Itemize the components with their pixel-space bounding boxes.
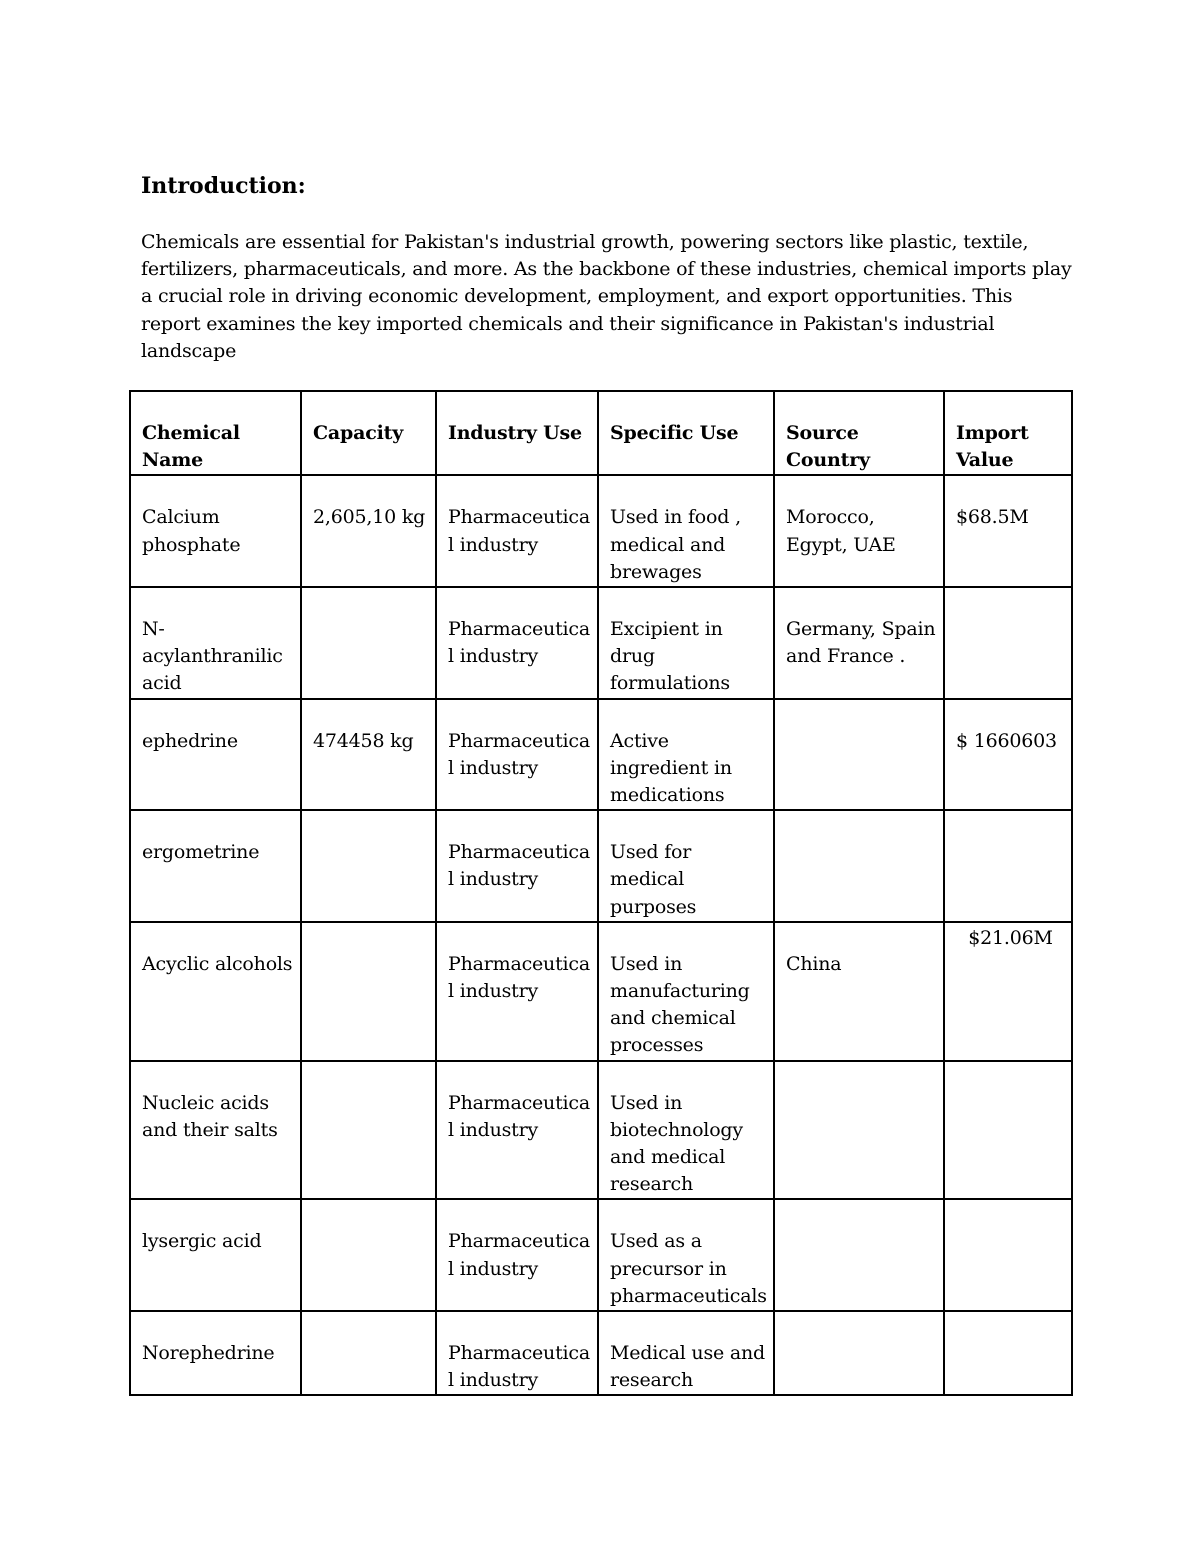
cell-import-value xyxy=(944,1061,1072,1200)
cell-import-value: $ 1660603 xyxy=(944,699,1072,811)
header-specific-use: Specific Use xyxy=(598,391,774,475)
cell-chemical-name: Norephedrine xyxy=(130,1311,301,1395)
cell-source-country xyxy=(774,810,944,922)
header-chemical-name: Chemical Name xyxy=(130,391,301,475)
cell-industry-use: Pharmaceutical industry xyxy=(436,810,598,922)
cell-capacity: 2,605,10 kg xyxy=(301,475,436,587)
header-import-value: Import Value xyxy=(944,391,1072,475)
cell-chemical-name: ephedrine xyxy=(130,699,301,811)
cell-capacity xyxy=(301,587,436,699)
cell-industry-use: Pharmaceutical industry xyxy=(436,475,598,587)
table-row xyxy=(130,922,1072,1061)
header-capacity: Capacity xyxy=(301,391,436,475)
cell-chemical-name: Nucleic acids and their salts xyxy=(130,1061,301,1200)
cell-chemical-name: N-acylanthranilic acid xyxy=(130,587,301,699)
cell-industry-use: Pharmaceutical industry xyxy=(436,922,598,1061)
table-row xyxy=(130,699,1072,811)
cell-specific-use: Excipient in drug formulations xyxy=(598,587,774,699)
chemicals-table xyxy=(129,390,1073,1396)
cell-capacity: 474458 kg xyxy=(301,699,436,811)
cell-import-value: $68.5M xyxy=(944,475,1072,587)
cell-industry-use: Pharmaceutical industry xyxy=(436,699,598,811)
table-row xyxy=(130,587,1072,699)
cell-industry-use: Pharmaceutical industry xyxy=(436,1311,598,1395)
cell-industry-use: Pharmaceutical industry xyxy=(436,587,598,699)
cell-chemical-name: Calcium phosphate xyxy=(130,475,301,587)
cell-specific-use: Used as a precursor in pharmaceuticals xyxy=(598,1199,774,1311)
section-heading: Introduction: xyxy=(141,173,306,199)
cell-source-country: Morocco, Egypt, UAE xyxy=(774,475,944,587)
header-industry-use: Industry Use xyxy=(436,391,598,475)
cell-chemical-name: Acyclic alcohols xyxy=(130,922,301,1061)
cell-import-value xyxy=(944,1199,1072,1311)
cell-source-country xyxy=(774,1061,944,1200)
cell-source-country xyxy=(774,699,944,811)
cell-specific-use: Used for medical purposes xyxy=(598,810,774,922)
cell-import-value xyxy=(944,810,1072,922)
table-row xyxy=(130,1199,1072,1311)
cell-source-country: Germany, Spain and France . xyxy=(774,587,944,699)
cell-import-value xyxy=(944,587,1072,699)
cell-chemical-name: lysergic acid xyxy=(130,1199,301,1311)
cell-import-value: $21.06M xyxy=(944,922,1072,1061)
cell-chemical-name: ergometrine xyxy=(130,810,301,922)
cell-specific-use: Active ingredient in medications xyxy=(598,699,774,811)
cell-specific-use: Used in biotechnology and medical research xyxy=(598,1061,774,1200)
cell-capacity xyxy=(301,1199,436,1311)
table-row xyxy=(130,810,1072,922)
cell-specific-use: Medical use and research xyxy=(598,1311,774,1395)
cell-industry-use: Pharmaceutical industry xyxy=(436,1061,598,1200)
table-row xyxy=(130,475,1072,587)
table-row xyxy=(130,1311,1072,1395)
cell-industry-use: Pharmaceutical industry xyxy=(436,1199,598,1311)
table-header-row xyxy=(130,391,1072,475)
cell-specific-use: Used in food , medical and brewages xyxy=(598,475,774,587)
cell-import-value xyxy=(944,1311,1072,1395)
cell-capacity xyxy=(301,810,436,922)
cell-source-country xyxy=(774,1311,944,1395)
cell-capacity xyxy=(301,1061,436,1200)
table-row xyxy=(130,1061,1072,1200)
cell-capacity xyxy=(301,922,436,1061)
cell-specific-use: Used in manufacturing and chemical processes xyxy=(598,922,774,1061)
intro-paragraph: Chemicals are essential for Pakistan's industrial growth, powering sectors like plastic, textile, fertilizers, pharmaceuticals, and more. As the backbone of these industries, chemical imports play a crucial role in driving economic development, employment, and export opportunities. This report examines the key imported chemicals and their significance in Pakistan's industrial landscape xyxy=(141,231,1072,362)
cell-source-country: China xyxy=(774,922,944,1061)
cell-capacity xyxy=(301,1311,436,1395)
header-source-country: Source Country xyxy=(774,391,944,475)
cell-source-country xyxy=(774,1199,944,1311)
